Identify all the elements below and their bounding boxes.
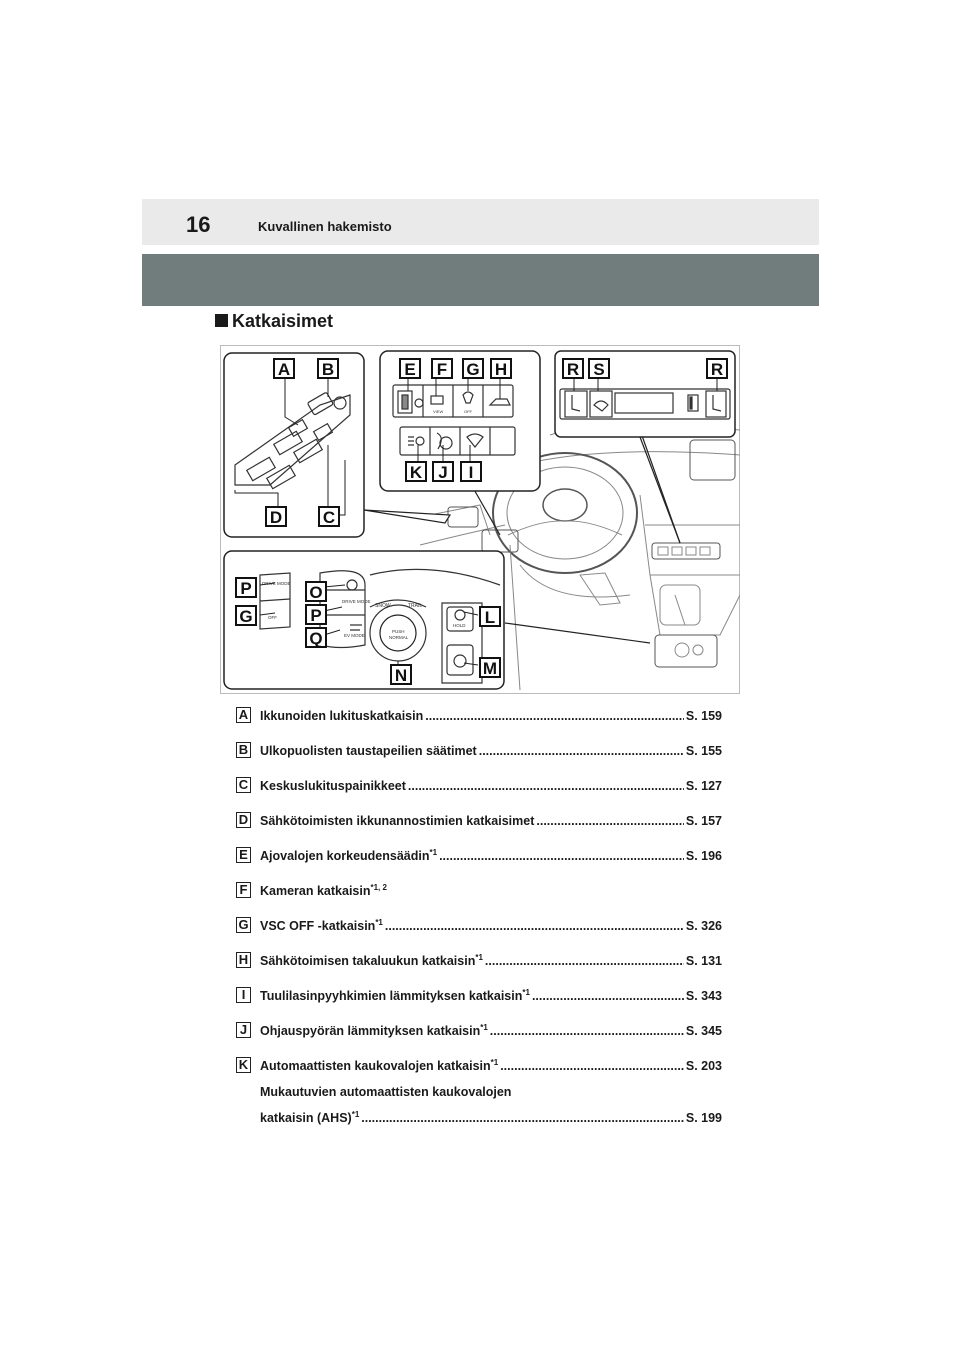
svg-text:H: H <box>494 360 508 379</box>
inset-window-switches <box>224 353 364 537</box>
list-item <box>236 742 726 777</box>
inset-center-console-switches <box>224 551 504 689</box>
svg-text:A: A <box>277 360 291 379</box>
callout-H <box>491 359 511 379</box>
item-label: Ohjauspyörän lämmityksen katkaisin$^{*1}$ <box>260 1023 488 1038</box>
ev-mode-text: EV MODE <box>344 633 365 638</box>
svg-text:G: G <box>239 607 253 626</box>
footnote-marker: *1 <box>490 1058 499 1067</box>
callout-N <box>391 665 411 685</box>
item-label: Sähkötoimisten ikkunannostimien katkaisimet <box>260 814 535 828</box>
footnote-marker: *1 <box>429 848 438 857</box>
svg-text:R: R <box>566 360 580 379</box>
svg-text:B: B <box>321 360 335 379</box>
section-title: Katkaisimet <box>232 311 334 331</box>
callout-P-right <box>306 605 326 625</box>
svg-text:G: G <box>466 360 480 379</box>
item-page-ref: S. 326 <box>685 919 722 933</box>
off-text-left: OFF <box>268 615 277 620</box>
footnote-marker: *1 <box>522 988 530 997</box>
svg-text:C: C <box>322 508 336 527</box>
svg-text:P: P <box>310 606 322 625</box>
svg-text:F: F <box>436 360 448 379</box>
list-item <box>236 1022 726 1057</box>
section-heading <box>215 310 333 332</box>
item-page-ref: S. 127 <box>685 779 722 793</box>
view-switch-text: VIEW <box>433 409 444 414</box>
hold-text: HOLD <box>453 623 466 628</box>
list-item <box>236 1057 726 1144</box>
callout-R-right <box>707 359 727 379</box>
item-label: Sähkötoimisen takaluukun katkaisin$^{*1}$ <box>260 953 483 968</box>
list-item <box>236 917 726 952</box>
page-number: 16 <box>186 212 211 237</box>
item-label: Keskuslukituspainikkeet <box>260 779 406 793</box>
item-label: Kameran katkaisin$^{*1, 2}$ <box>260 883 387 898</box>
svg-text:R: R <box>710 360 724 379</box>
item-letter-badge: B <box>236 742 251 758</box>
item-letter-badge: G <box>236 917 251 933</box>
callout-G <box>463 359 483 379</box>
footnote-marker: *1 <box>351 1110 360 1119</box>
callout-I <box>461 462 481 482</box>
svg-text:N: N <box>394 666 408 685</box>
item-label: Ikkunoiden lukituskatkaisin <box>260 709 424 723</box>
push-text: PUSH <box>392 629 405 634</box>
callout-J <box>433 462 453 482</box>
item-label: Automaattisten kaukovalojen katkaisin$^{*1}$ <box>260 1058 499 1073</box>
item-page-ref: S. 159 <box>685 709 722 723</box>
callout-L <box>480 607 500 627</box>
svg-text:Q: Q <box>309 629 323 648</box>
item-page-ref: S. 345 <box>685 1024 722 1038</box>
list-item <box>236 777 726 812</box>
item-page-ref: S. 131 <box>685 954 722 968</box>
svg-text:E: E <box>404 360 416 379</box>
item-letter-badge: I <box>236 987 251 1003</box>
svg-text:D: D <box>269 508 283 527</box>
item-label: VSC OFF -katkaisin$^{*1}$ <box>260 918 383 933</box>
square-bullet-icon <box>215 314 228 327</box>
svg-text:M: M <box>482 659 498 678</box>
footnote-marker: *1 <box>475 953 483 962</box>
header-band <box>142 254 819 306</box>
item-letter-badge: J <box>236 1022 251 1038</box>
item-letter-badge: C <box>236 777 251 793</box>
normal-text: NORMAL <box>389 635 409 640</box>
item-page-ref: S. 157 <box>685 814 722 828</box>
drive-mode-text-right: DRIVE MODE <box>342 599 371 604</box>
footnote-marker: *1 <box>375 918 383 927</box>
svg-text:O: O <box>309 583 323 602</box>
svg-text:K: K <box>409 463 423 482</box>
item-label: Ajovalojen korkeudensäädin$^{*1}$ <box>260 848 438 863</box>
switches-illustration <box>220 345 740 694</box>
callout-Q <box>306 628 326 648</box>
item-page-ref-extra: S. 199 <box>685 1111 722 1125</box>
item-page-ref: S. 343 <box>685 989 722 1003</box>
callout-D <box>266 507 286 527</box>
item-label: Tuulilasinpyyhkimien lämmityksen katkaisin$^{*1}$ <box>260 988 530 1003</box>
list-item <box>236 812 726 847</box>
callout-S <box>589 359 609 379</box>
switch-list <box>236 707 726 1144</box>
item-label: Ulkopuolisten taustapeilien säätimet <box>260 744 477 758</box>
callout-P-left <box>236 578 256 598</box>
callout-F <box>432 359 452 379</box>
item-letter-badge: K <box>236 1057 251 1073</box>
svg-text:L: L <box>484 608 496 627</box>
callout-M <box>480 658 500 678</box>
svg-text:P: P <box>240 579 252 598</box>
item-page-ref: S. 203 <box>685 1059 722 1073</box>
trail-text: TRAIL <box>408 603 423 609</box>
list-item <box>236 952 726 987</box>
item-letter-badge: F <box>236 882 251 898</box>
item-label-extra-2: katkaisin (AHS)$^{*1}$ <box>260 1110 360 1125</box>
page-header-bar <box>142 199 819 245</box>
off-switch-text: OFF <box>464 409 472 414</box>
svg-text:J: J <box>438 463 448 482</box>
page-title: Kuvallinen hakemisto <box>258 219 392 234</box>
callout-A <box>274 359 294 379</box>
callout-B <box>318 359 338 379</box>
item-letter-badge: E <box>236 847 251 863</box>
list-item <box>236 707 726 742</box>
item-letter-badge: H <box>236 952 251 968</box>
callout-E <box>400 359 420 379</box>
footnote-marker: *1, 2 <box>370 883 387 892</box>
svg-text:S: S <box>593 360 605 379</box>
item-letter-badge: A <box>236 707 251 723</box>
svg-text:I: I <box>468 463 474 482</box>
footnote-marker: *1 <box>480 1023 488 1032</box>
callout-C <box>319 507 339 527</box>
item-page-ref: S. 155 <box>685 744 722 758</box>
callout-O <box>306 582 326 602</box>
item-page-ref: S. 196 <box>685 849 722 863</box>
list-item <box>236 987 726 1022</box>
list-item <box>236 882 726 917</box>
drive-mode-text-left: DRIVE MODE <box>262 581 291 586</box>
callout-R-left <box>563 359 583 379</box>
item-label-extra: Mukautuvien automaattisten kaukovalojen <box>260 1085 512 1099</box>
list-item <box>236 847 726 882</box>
callout-G-console <box>236 606 256 626</box>
snow-text: SNOW <box>375 603 391 609</box>
item-letter-badge: D <box>236 812 251 828</box>
callout-K <box>406 462 426 482</box>
